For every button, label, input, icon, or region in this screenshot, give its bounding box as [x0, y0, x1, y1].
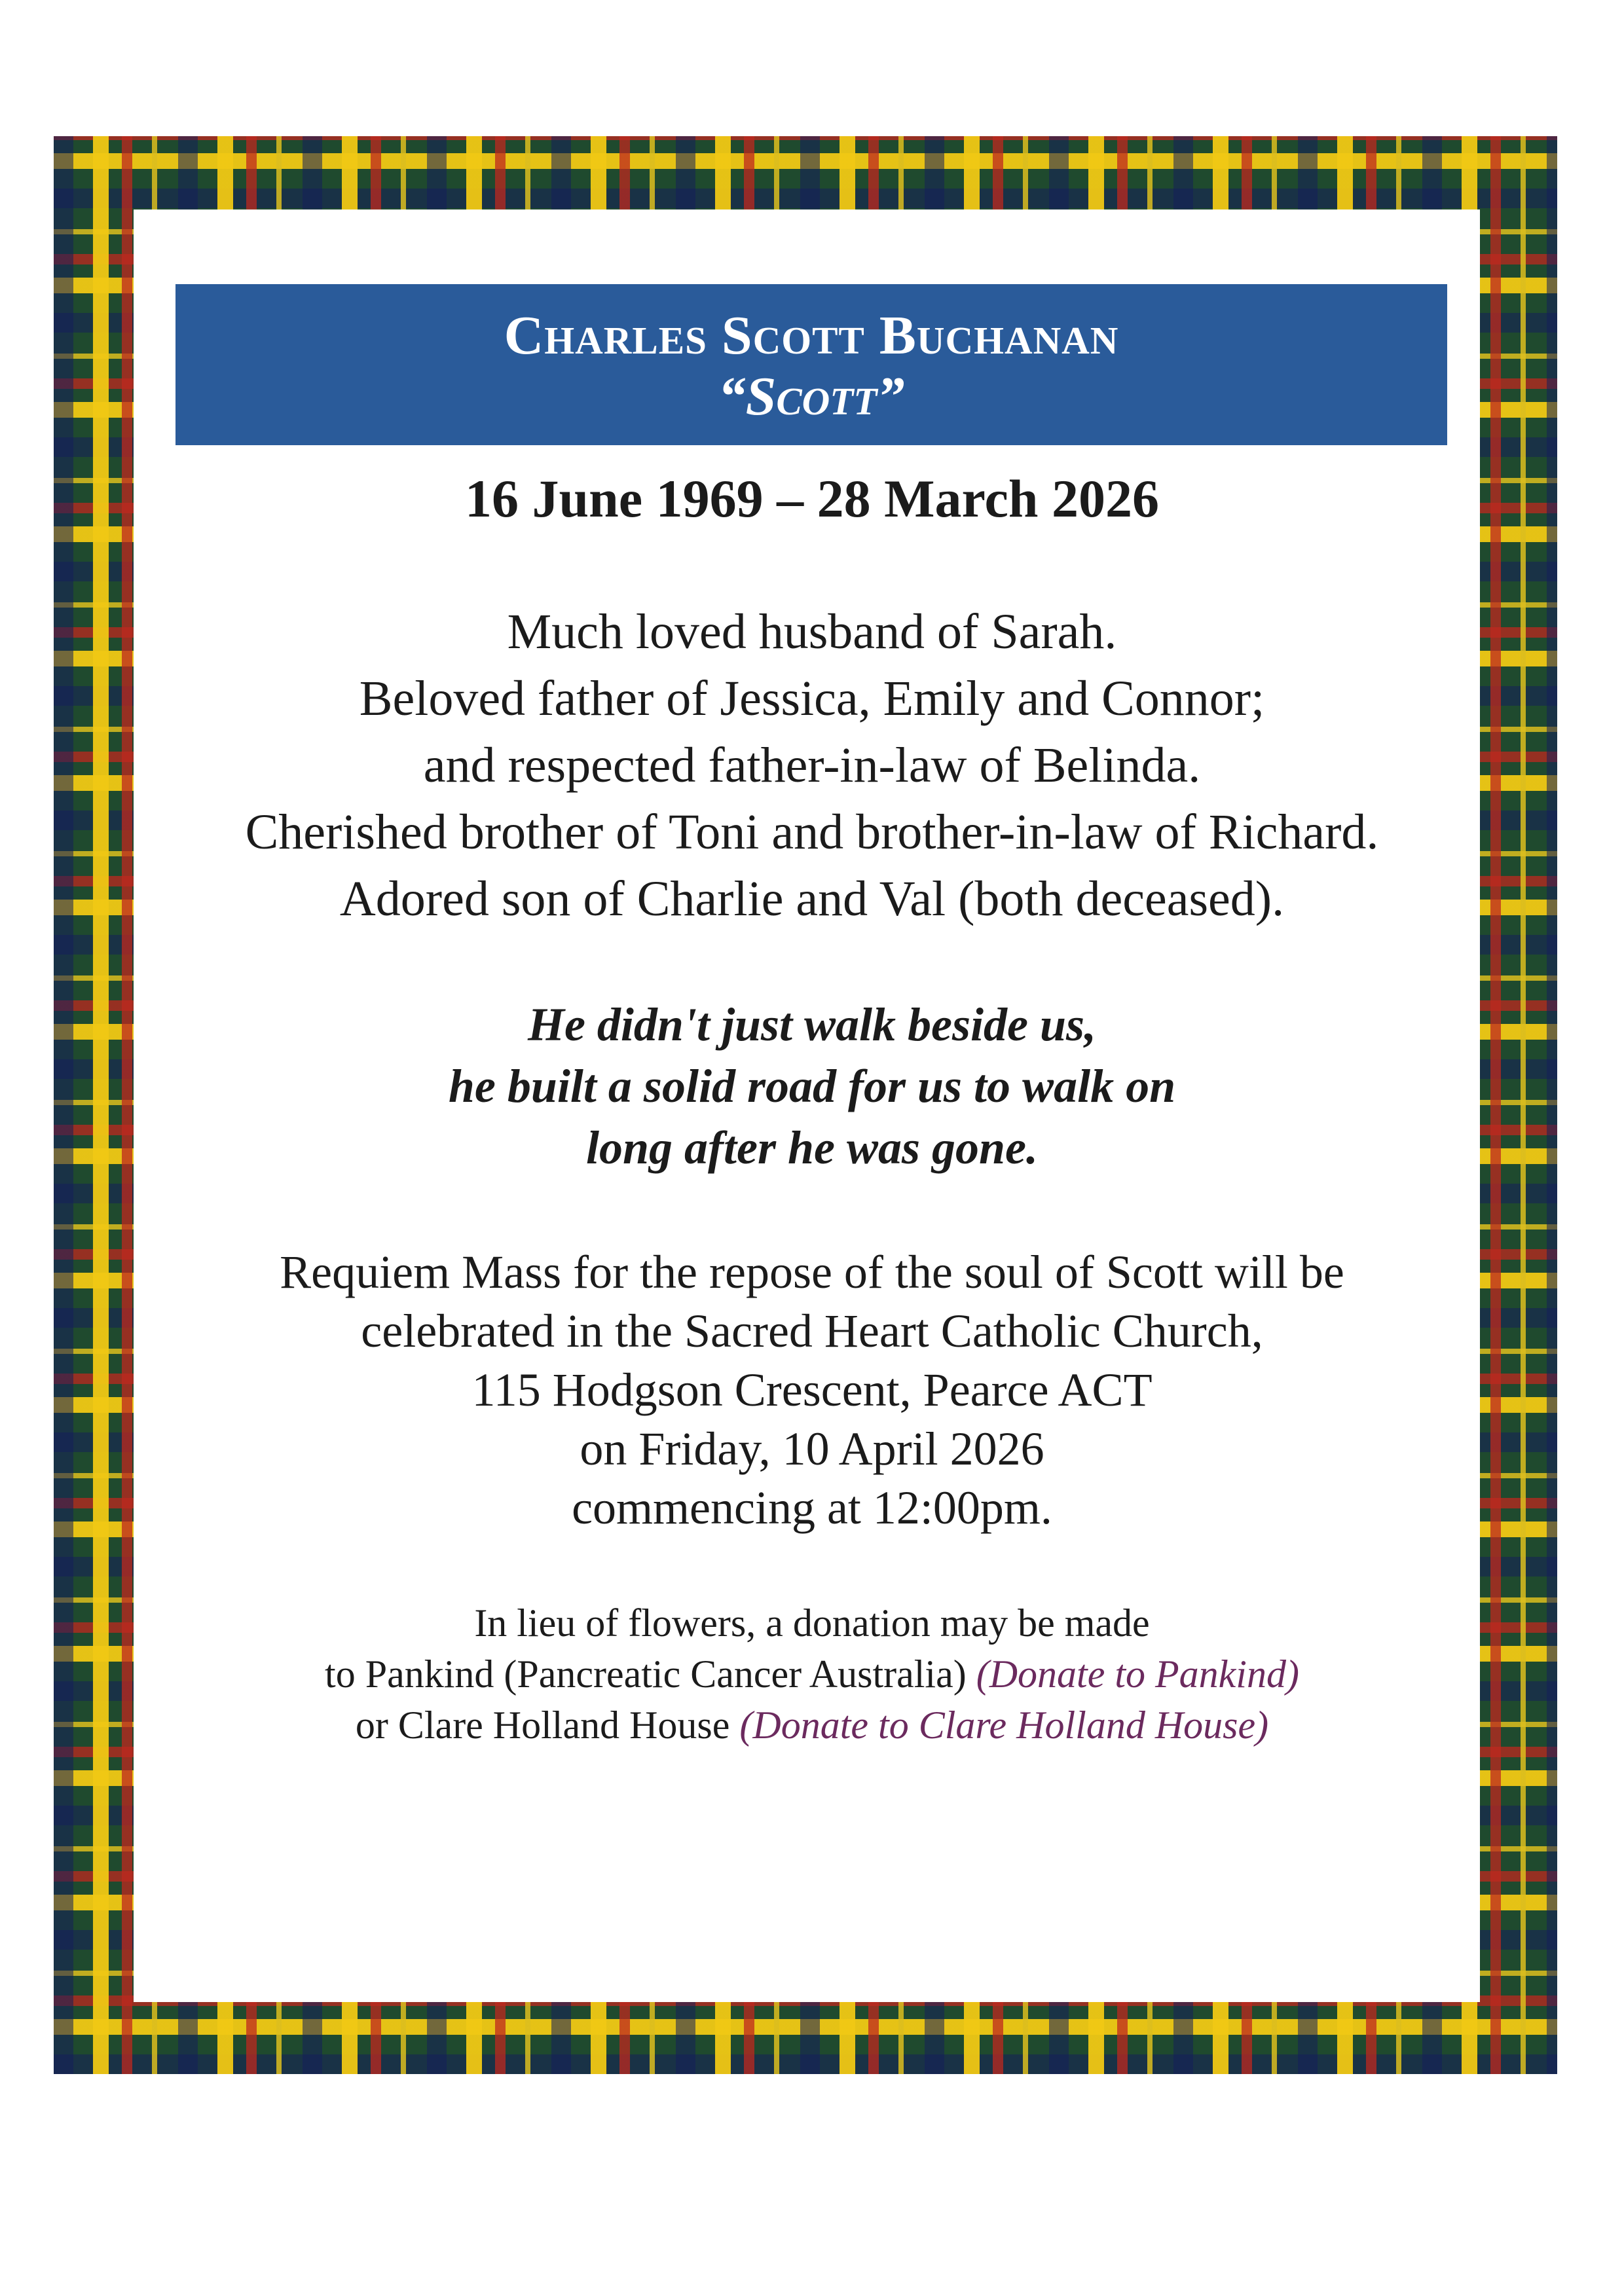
- family-line: Beloved father of Jessica, Emily and Connor;: [359, 671, 1265, 726]
- service-line: 115 Hodgson Crescent, Pearce ACT: [471, 1364, 1153, 1416]
- service-line: on Friday, 10 April 2026: [580, 1423, 1044, 1475]
- quote-line: He didn't just walk beside us,: [527, 998, 1097, 1051]
- donation-clare-line: [118, 1700, 1506, 1751]
- donation-pankind-line: [118, 1649, 1506, 1700]
- family-line: and respected father-in-law of Belinda.: [423, 738, 1201, 793]
- donation-pankind-text: to Pankind (Pancreatic Cancer Australia): [325, 1652, 976, 1696]
- donation-info: [118, 1597, 1506, 1751]
- service-line: commencing at 12:00pm.: [572, 1482, 1052, 1534]
- donate-clare-holland-link[interactable]: (Donate to Clare Holland House): [739, 1704, 1269, 1747]
- quote-line: he built a solid road for us to walk on: [448, 1060, 1176, 1112]
- donation-clare-text: or Clare Holland House: [355, 1704, 740, 1747]
- service-details: [118, 1243, 1506, 1537]
- donation-intro: In lieu of flowers, a donation may be made: [474, 1601, 1150, 1645]
- life-dates: 16 June 1969 – 28 March 2026: [465, 469, 1159, 528]
- service-line: Requiem Mass for the repose of the soul of Scott will be: [280, 1246, 1344, 1298]
- memorial-quote: [118, 994, 1506, 1178]
- quote-line: long after he was gone.: [585, 1121, 1039, 1174]
- family-line: Adored son of Charlie and Val (both deceased).: [339, 871, 1285, 926]
- family-tribute: [118, 598, 1506, 932]
- service-line: celebrated in the Sacred Heart Catholic Church,: [361, 1305, 1263, 1357]
- title-banner: [175, 284, 1447, 445]
- deceased-name: Charles Scott Buchanan: [504, 305, 1119, 366]
- family-line: Much loved husband of Sarah.: [507, 604, 1117, 659]
- deceased-nickname: “Scott”: [718, 366, 905, 427]
- family-line: Cherished brother of Toni and brother-in-law of Richard.: [245, 805, 1379, 860]
- donate-pankind-link[interactable]: (Donate to Pankind): [976, 1652, 1299, 1696]
